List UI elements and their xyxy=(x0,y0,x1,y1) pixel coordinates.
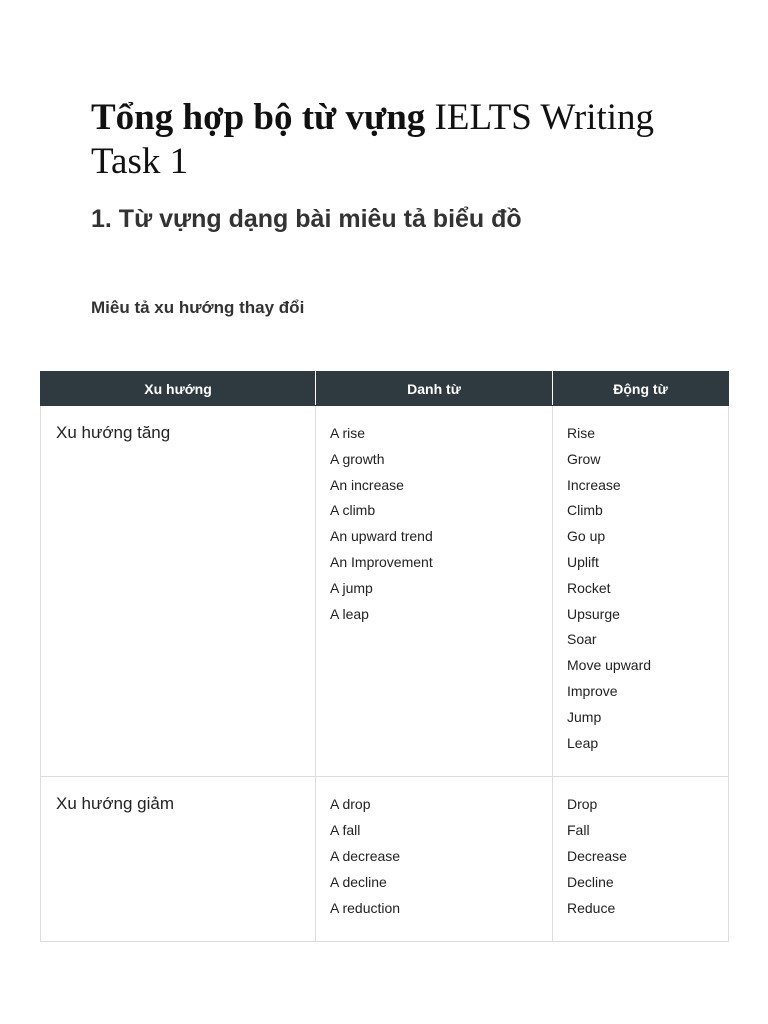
list-item: Decline xyxy=(567,873,614,890)
list-item: Rocket xyxy=(567,579,611,596)
list-item: A leap xyxy=(330,605,369,622)
trend-label: Xu hướng tăng xyxy=(56,423,171,442)
verb-list xyxy=(553,406,728,776)
list-item: Increase xyxy=(567,476,621,493)
page-title-bold: Tổng hợp bộ từ vựng xyxy=(91,97,426,138)
list-item: Climb xyxy=(567,502,603,519)
trend-cell xyxy=(41,777,316,942)
list-item: A rise xyxy=(330,425,366,441)
list-item: Decrease xyxy=(567,847,627,864)
section-heading: 1. Từ vựng dạng bài miêu tả biểu đồ xyxy=(91,205,522,233)
table-row xyxy=(41,777,729,942)
noun-list xyxy=(316,406,552,647)
list-item: An increase xyxy=(330,476,404,493)
table-header-row xyxy=(41,372,729,406)
column-header-verbs: Động từ xyxy=(553,372,729,406)
list-item: An Improvement xyxy=(330,553,433,570)
page-title xyxy=(91,96,711,184)
nouns-cell xyxy=(316,406,553,777)
list-item: A jump xyxy=(330,579,373,596)
table-row xyxy=(41,406,729,777)
verbs-cell xyxy=(553,777,729,942)
list-item: A fall xyxy=(330,822,361,839)
column-header-nouns: Danh từ xyxy=(316,372,553,406)
list-item: Rise xyxy=(567,425,596,441)
list-item: Go up xyxy=(567,528,606,545)
list-item: Uplift xyxy=(567,553,599,570)
nouns-cell xyxy=(316,777,553,942)
list-item: A reduction xyxy=(330,899,401,916)
list-item: Soar xyxy=(567,631,597,648)
list-item: A decline xyxy=(330,873,387,890)
page-title-rest: IELTS Writing Task 1 xyxy=(91,97,655,182)
list-item: Fall xyxy=(567,822,590,839)
list-item: Reduce xyxy=(567,899,616,916)
verbs-cell xyxy=(553,406,729,777)
noun-list xyxy=(316,777,552,941)
list-item: A decrease xyxy=(330,847,401,864)
list-item: Upsurge xyxy=(567,605,620,622)
column-header-trend: Xu hướng xyxy=(41,372,316,406)
list-item: Grow xyxy=(567,450,601,467)
list-item: A climb xyxy=(330,502,376,519)
list-item: An upward trend xyxy=(330,528,433,545)
list-item: Improve xyxy=(567,682,618,699)
list-item: Drop xyxy=(567,796,598,813)
list-item: A drop xyxy=(330,796,371,813)
vocabulary-table xyxy=(40,371,729,942)
sub-heading: Miêu tả xu hướng thay đổi xyxy=(91,298,305,317)
list-item: Leap xyxy=(567,734,599,751)
list-item: A growth xyxy=(330,450,385,467)
list-item: Jump xyxy=(567,708,602,725)
verb-list xyxy=(553,777,728,941)
trend-label: Xu hướng giảm xyxy=(56,794,174,814)
list-item: Move upward xyxy=(567,657,652,674)
trend-cell xyxy=(41,406,316,777)
